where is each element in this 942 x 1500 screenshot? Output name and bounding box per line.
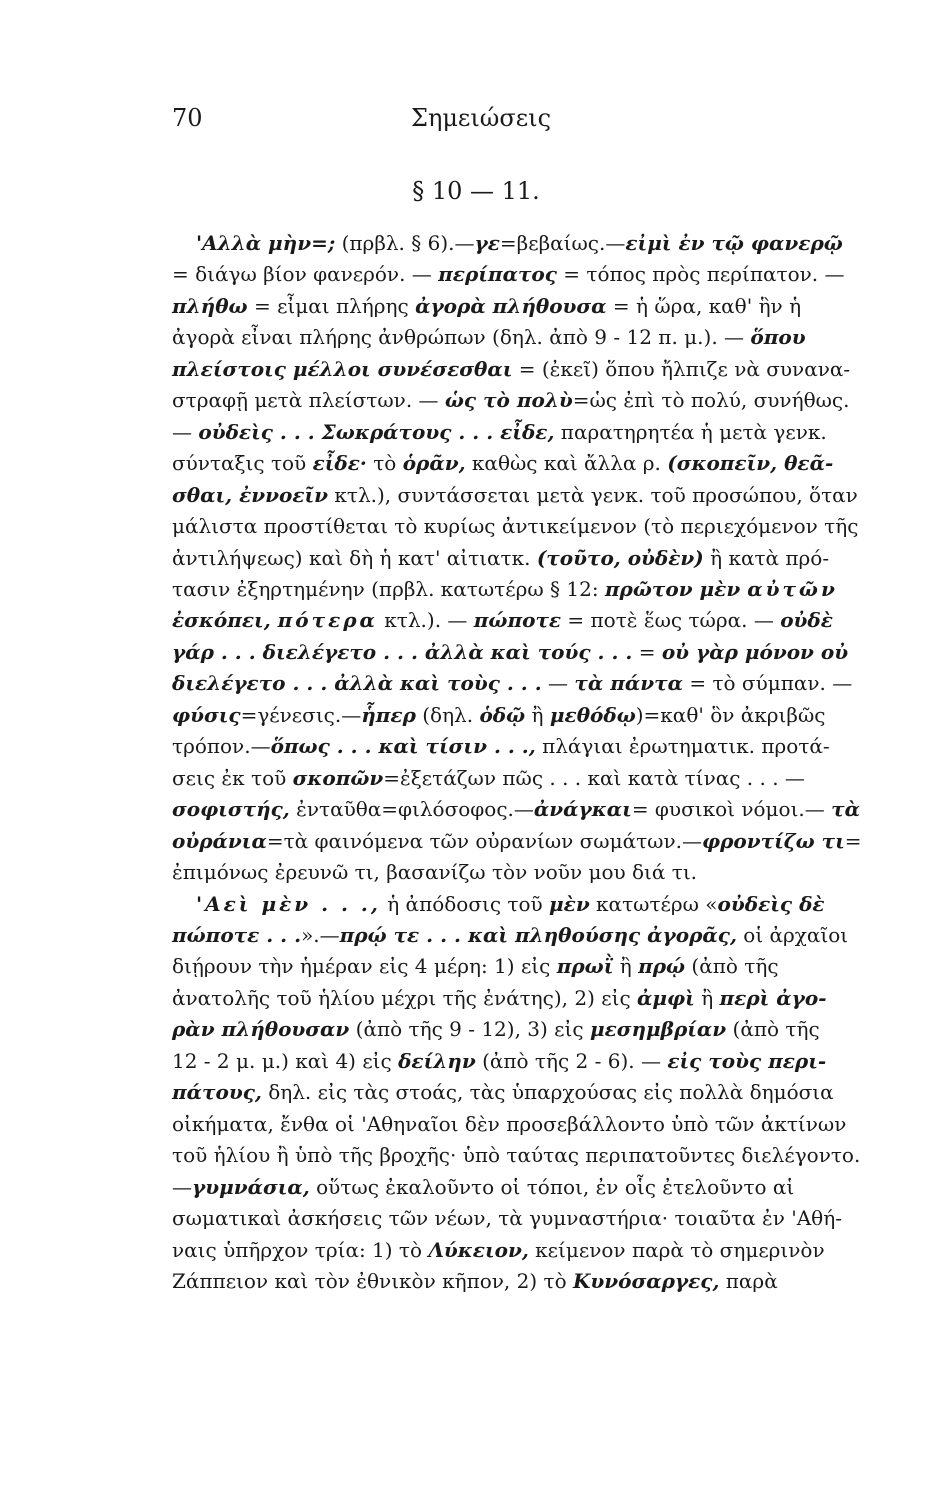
text-line — [172, 1077, 938, 1108]
text-run: ἐπιμόνως ἐρευνῶ τι, βασανίζω τὸν νοῦν μου διά τι. — [172, 860, 698, 885]
text-run: = τὸ σύμπαν. — — [683, 671, 853, 696]
text-run: τοῦ ἡλίου ἢ ὑπὸ τῆς βροχῆς· ὑπὸ ταύτας περιπατοῦντες διελέγοντο. — [172, 1143, 861, 1168]
text-run: τὸ — [366, 451, 403, 476]
emphasized-term: πλήθω — [172, 293, 248, 318]
text-line — [172, 983, 938, 1014]
emphasized-term: ὅπου — [750, 325, 806, 350]
text-run: ἢ κατὰ πρό- — [703, 545, 830, 570]
text-run: )=καθ' ὃν ἀκριβῶς — [635, 702, 826, 727]
emphasized-term: ἀμφὶ — [637, 985, 695, 1010]
text-line — [172, 826, 938, 857]
emphasized-term: πρῶτον μὲν — [604, 576, 748, 601]
text-run: = (ἐκεῖ) ὅπου ἤλπιζε νὰ συνανα- — [512, 356, 851, 381]
text-run: δηλ. εἰς τὰς στοάς, τὰς ὑπαρχούσας εἰς πολλὰ δημόσια — [261, 1080, 834, 1105]
text-run: καθὼς καὶ ἄλλα ρ. — [465, 451, 668, 476]
emphasized-term: πάτους, — [172, 1080, 262, 1105]
text-line — [172, 920, 938, 951]
text-run: = φυσικοὶ νόμοι.— — [631, 797, 832, 822]
text-run: =γένεσις.— — [240, 702, 362, 727]
text-line — [172, 511, 938, 542]
text-run: τασιν ἐξηρτημένην (πρβλ. κατωτέρω § 12: — [172, 576, 605, 601]
text-run: =βεβαίως.— — [499, 231, 626, 255]
emphasized-term: φροντίζω τι — [702, 828, 845, 853]
text-run: ἀνατολῆς τοῦ ἡλίου μέχρι τῆς ἐνάτης), 2) εἰς — [172, 985, 638, 1010]
text-line — [172, 668, 938, 699]
text-run: ἡ ἀπόδοσις τοῦ — [380, 891, 550, 916]
emphasized-term: αὐτῶν — [747, 576, 838, 601]
text-run: ἀγορὰ εἶναι πλήρης ἀνθρώπων (δηλ. ἀπὸ 9 - 12 π. μ.). — — [172, 325, 751, 350]
text-run: = ἡ ὥρα, καθ' ἣν ἡ — [606, 293, 802, 318]
text-run: (ἀπὸ τῆς 9 - 12), 3) εἰς — [349, 1017, 590, 1042]
text-run: οὕτως ἐκαλοῦντο οἱ τόποι, ἐν οἷς ἐτελοῦντο αἱ — [309, 1174, 795, 1199]
text-line — [172, 731, 938, 762]
emphasized-term: σκοπῶν — [292, 765, 384, 790]
text-run: — — [172, 1174, 192, 1199]
text-run: παρατηρητέα ἡ μετὰ γενκ. — [554, 419, 827, 444]
text-line — [172, 763, 938, 794]
text-line — [172, 322, 938, 353]
text-line — [172, 385, 938, 416]
emphasized-term: οὐδεὶς δὲ — [717, 891, 825, 916]
emphasized-term: οὐ γὰρ μόνον οὐ — [661, 639, 849, 664]
text-line — [172, 417, 938, 448]
emphasized-term: πρῴ — [638, 954, 686, 979]
emphasized-term: γε — [474, 231, 500, 255]
emphasized-term: πώποτε . . . — [172, 922, 302, 947]
text-run: οἱ ἀρχαῖοι — [736, 922, 849, 947]
text-run: τρόπον.— — [172, 734, 271, 759]
text-run: ναις ὑπῆρχον τρία: 1) τὸ — [172, 1237, 429, 1262]
emphasized-term: 'Αεὶ μὲν . . ., — [196, 891, 381, 916]
text-run: ἢ — [613, 954, 639, 979]
text-line — [172, 228, 938, 259]
text-run: =ἐξετάζων πῶς . . . καὶ κατὰ τίνας . . . — — [383, 765, 805, 790]
emphasized-term: πώποτε — [473, 608, 562, 633]
emphasized-term: (σκοπεῖν, θεᾶ- — [667, 451, 834, 476]
emphasized-term: οὐδὲ — [780, 608, 833, 633]
emphasized-term: σθαι, ἐννοεῖν — [172, 482, 329, 507]
text-run: κείμενον παρὰ τὸ σημερινὸν — [528, 1237, 825, 1262]
text-run: σωματικαὶ ἀσκήσεις τῶν νέων, τὰ γυμναστήρια· τοιαῦτα ἐν 'Αθή- — [172, 1206, 842, 1231]
text-line — [172, 574, 938, 605]
text-run: = διάγω βίον φανερόν. — — [172, 262, 439, 287]
text-run: (πρβλ. § 6).— — [335, 231, 475, 255]
emphasized-term: οὐράνια — [172, 828, 267, 853]
emphasized-term: ἧπερ — [361, 702, 416, 727]
emphasized-term: εἰμὶ ἐν τῷ φανερῷ — [625, 231, 843, 255]
text-line — [172, 1172, 938, 1203]
text-run: κτλ.), συντάσσεται μετὰ γενκ. τοῦ προσώπου, ὅταν — [328, 482, 858, 507]
emphasized-term: περίπατος — [438, 262, 557, 287]
text-run: σεις ἐκ τοῦ — [172, 765, 293, 790]
emphasized-term: πρῴ τε . . . καὶ πληθούσης ἀγορᾶς, — [339, 922, 737, 947]
emphasized-term: γάρ . . . διελέγετο . . . ἀλλὰ καὶ τούς . . . — [172, 639, 633, 664]
emphasized-term: πρωῒ — [556, 954, 614, 979]
emphasized-term: μεσημβρίαν — [589, 1017, 727, 1042]
text-run: — — [172, 419, 199, 444]
emphasized-term: σοφιστής, — [172, 797, 290, 822]
emphasized-term: διελέγετο . . . ἀλλὰ καὶ τοὺς . . . — [172, 671, 542, 696]
emphasized-term: γυμνάσια, — [192, 1174, 310, 1199]
text-line — [172, 1046, 938, 1077]
text-run: ».— — [301, 922, 340, 947]
text-run: κτλ.). — — [377, 608, 474, 633]
emphasized-term: δείλην — [398, 1048, 476, 1073]
emphasized-term: φύσις — [172, 702, 241, 727]
emphasized-term: εἰς τοὺς περι- — [667, 1048, 827, 1073]
emphasized-term: περὶ ἀγο- — [719, 985, 827, 1010]
text-run: ἢ — [525, 702, 550, 727]
text-line — [172, 291, 938, 322]
text-line — [172, 1109, 938, 1140]
emphasized-term: εἶδε· — [312, 451, 367, 476]
emphasized-term: ρὰν πλήθουσαν — [172, 1017, 350, 1042]
emphasized-term: ἐσκόπει, — [172, 608, 278, 633]
text-run: — — [541, 671, 575, 696]
text-line — [172, 1014, 938, 1045]
text-line — [172, 794, 938, 825]
text-line — [172, 480, 938, 511]
emphasized-term: ὅπως . . . καὶ τίσιν . . ., — [270, 734, 536, 759]
text-line — [172, 1235, 938, 1266]
text-run: 12 - 2 μ. μ.) καὶ 4) εἰς — [172, 1048, 399, 1073]
text-line — [172, 951, 938, 982]
body-text — [172, 228, 938, 1297]
text-run: ἢ — [694, 985, 720, 1010]
text-run: σύνταξις τοῦ — [172, 451, 313, 476]
text-run: πλάγιαι ἐρωτηματικ. προτά- — [535, 734, 830, 759]
text-run: ἀντιλήψεως) καὶ δὴ ἡ κατ' αἰτιατκ. — [172, 545, 537, 570]
text-run: = ποτὲ ἕως τώρα. — — [561, 608, 781, 633]
text-run: Ζάππειον καὶ τὸν ἐθνικὸν κῆπον, 2) τὸ — [172, 1268, 573, 1293]
running-title: Σημειώσεις — [410, 104, 552, 132]
text-run: (ἀπὸ τῆς 2 - 6). — — [475, 1048, 668, 1073]
text-line — [172, 605, 938, 636]
text-line — [172, 700, 938, 731]
emphasized-term: ὁρᾶν, — [402, 451, 466, 476]
page-number: 70 — [172, 104, 203, 132]
text-run: (ἀπὸ τῆς — [685, 954, 779, 979]
emphasized-term: πότερα — [277, 608, 378, 633]
emphasized-term: μεθόδῳ — [549, 702, 636, 727]
emphasized-term: πλείστοις μέλλοι συνέσεσθαι — [172, 356, 513, 381]
emphasized-term: Κυνόσαργες, — [573, 1268, 720, 1293]
text-run: (ἀπὸ τῆς — [726, 1017, 820, 1042]
text-line — [172, 1203, 938, 1234]
text-line — [172, 354, 938, 385]
emphasized-term: μὲν — [549, 891, 590, 916]
text-run: =τὰ φαινόμενα τῶν οὐρανίων σωμάτων.— — [266, 828, 703, 853]
text-run: = εἶμαι πλήρης — [247, 293, 416, 318]
emphasized-term: οὐδεὶς . . . Σωκράτους . . . εἶδε, — [198, 419, 555, 444]
text-run: μάλιστα προστίθεται τὸ κυρίως ἀντικείμενον (τὸ περιεχόμενον τῆς — [172, 514, 859, 539]
text-line — [172, 259, 938, 290]
emphasized-term: ὁδῷ — [479, 702, 526, 727]
emphasized-term: ἀγορὰ πλήθουσα — [415, 293, 607, 318]
section-heading: § 10 — 11. — [412, 177, 540, 205]
text-line — [172, 1266, 938, 1297]
emphasized-term: ὡς τὸ πολὺ — [444, 388, 573, 413]
text-run: = — [632, 639, 662, 664]
text-line — [172, 637, 938, 668]
text-run: = — [844, 828, 862, 853]
text-line — [172, 543, 938, 574]
text-run: οἰκήματα, ἔνθα οἱ 'Αθηναῖοι δὲν προσεβάλλοντο ὑπὸ τῶν ἀκτίνων — [172, 1111, 847, 1136]
text-line — [172, 889, 938, 920]
emphasized-term: Λύκειον, — [428, 1237, 529, 1262]
emphasized-term: (τοῦτο, οὐδὲν) — [536, 545, 704, 570]
emphasized-term: 'Αλλὰ μὴν=; — [196, 231, 336, 255]
text-line — [172, 448, 938, 479]
text-run: στραφῇ μετὰ πλείστων. — — [172, 388, 445, 413]
text-line — [172, 1140, 938, 1171]
text-run: ἐνταῦθα=φιλόσοφος.— — [289, 797, 534, 822]
text-run: = τόπος πρὸς περίπατον. — — [556, 262, 845, 287]
text-line — [172, 857, 938, 888]
text-run: διῄρουν τὴν ἡμέραν εἰς 4 μέρη: 1) εἰς — [172, 954, 557, 979]
emphasized-term: ἀνάγκαι — [533, 797, 632, 822]
emphasized-term: τὰ — [831, 797, 860, 822]
text-run: παρὰ — [719, 1268, 778, 1293]
emphasized-term: τὰ πάντα — [574, 671, 683, 696]
text-run: κατωτέρω « — [589, 891, 718, 916]
text-run: (δηλ. — [415, 702, 480, 727]
text-run: =ὡς ἐπὶ τὸ πολύ, συνήθως. — [572, 388, 850, 413]
